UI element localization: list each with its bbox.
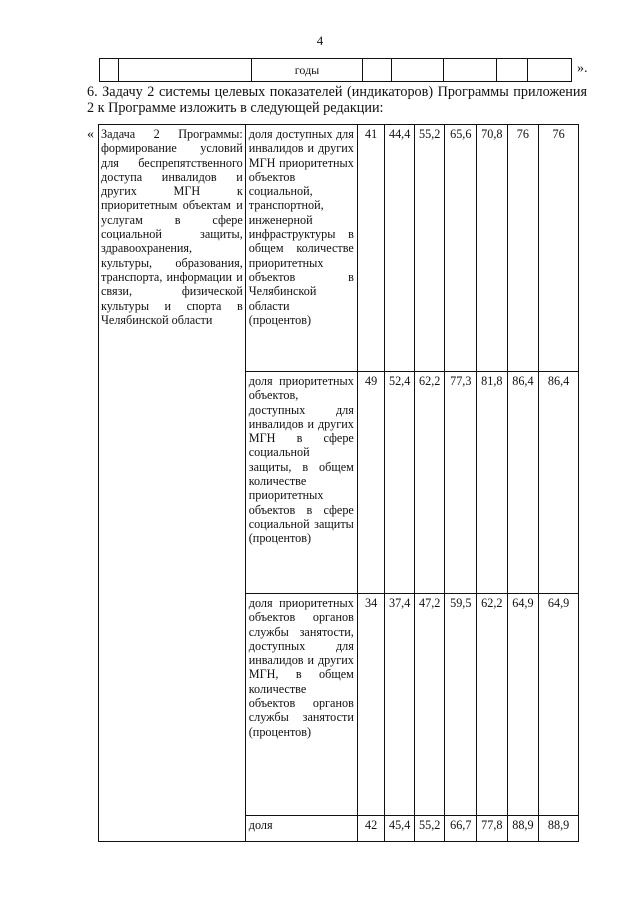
value-cell: 34: [357, 594, 385, 816]
table-cell: [527, 59, 571, 82]
value-cell: 86,4: [539, 372, 579, 594]
value-cell: 62,2: [477, 594, 508, 816]
task-description: Задача 2 Программы: формирование условий для беспрепятственного доступа инвалидов и других МГН к приоритетным объектам и услугам в сфере социальной защиты, здравоохранения, культуры, образования, транспорта, информации и связи, физической культуры и спорта в Челябинской области: [99, 125, 246, 842]
page-number: 4: [316, 33, 324, 48]
value-cell: 59,5: [445, 594, 477, 816]
years-label: годы: [251, 59, 362, 82]
value-cell: 76: [539, 125, 579, 372]
value-cell: 55,2: [414, 816, 445, 842]
value-cell: 44,4: [385, 125, 415, 372]
value-cell: 76: [507, 125, 539, 372]
closing-quote: ».: [577, 61, 588, 76]
value-cell: 42: [357, 816, 385, 842]
value-cell: 45,4: [385, 816, 415, 842]
value-cell: 55,2: [414, 125, 445, 372]
value-cell: 41: [357, 125, 385, 372]
value-cell: 77,8: [477, 816, 508, 842]
top-table-fragment: [99, 58, 572, 82]
value-cell: 66,7: [445, 816, 477, 842]
table-cell: [391, 59, 443, 82]
indicators-table: [98, 124, 579, 842]
table-row: [99, 125, 579, 372]
indicator-text: доля приоритетных объектов органов службы занятости, доступных для инвалидов и других МГН, в общем количестве объектов органов службы занятости (процентов): [245, 594, 357, 816]
value-cell: 37,4: [385, 594, 415, 816]
table-cell: [443, 59, 497, 82]
opening-quote: «: [87, 127, 94, 142]
table-cell: [497, 59, 527, 82]
value-cell: 62,2: [414, 372, 445, 594]
indicator-text: доля: [245, 816, 357, 842]
value-cell: 81,8: [477, 372, 508, 594]
value-cell: 49: [357, 372, 385, 594]
table-cell: [118, 59, 251, 82]
value-cell: 65,6: [445, 125, 477, 372]
table-cell: [100, 59, 119, 82]
indicator-text: доля доступных для инвалидов и других МГН приоритетных объектов социальной, транспортной, инженерной инфраструктуры в общем количестве приоритетных объектов в Челябинской области (процентов): [245, 125, 357, 372]
instruction-paragraph: 6. Задачу 2 системы целевых показателей (индикаторов) Программы приложения 2 к Программе изложить в следующей редакции:: [87, 84, 587, 116]
indicator-text: доля приоритетных объектов, доступных для инвалидов и других МГН в сфере социальной защиты, в общем количестве приоритетных объектов в сфере социальной защиты (процентов): [245, 372, 357, 594]
value-cell: 86,4: [507, 372, 539, 594]
value-cell: 88,9: [539, 816, 579, 842]
value-cell: 64,9: [507, 594, 539, 816]
table-cell: [363, 59, 391, 82]
value-cell: 64,9: [539, 594, 579, 816]
value-cell: 52,4: [385, 372, 415, 594]
value-cell: 70,8: [477, 125, 508, 372]
value-cell: 47,2: [414, 594, 445, 816]
value-cell: 88,9: [507, 816, 539, 842]
value-cell: 77,3: [445, 372, 477, 594]
